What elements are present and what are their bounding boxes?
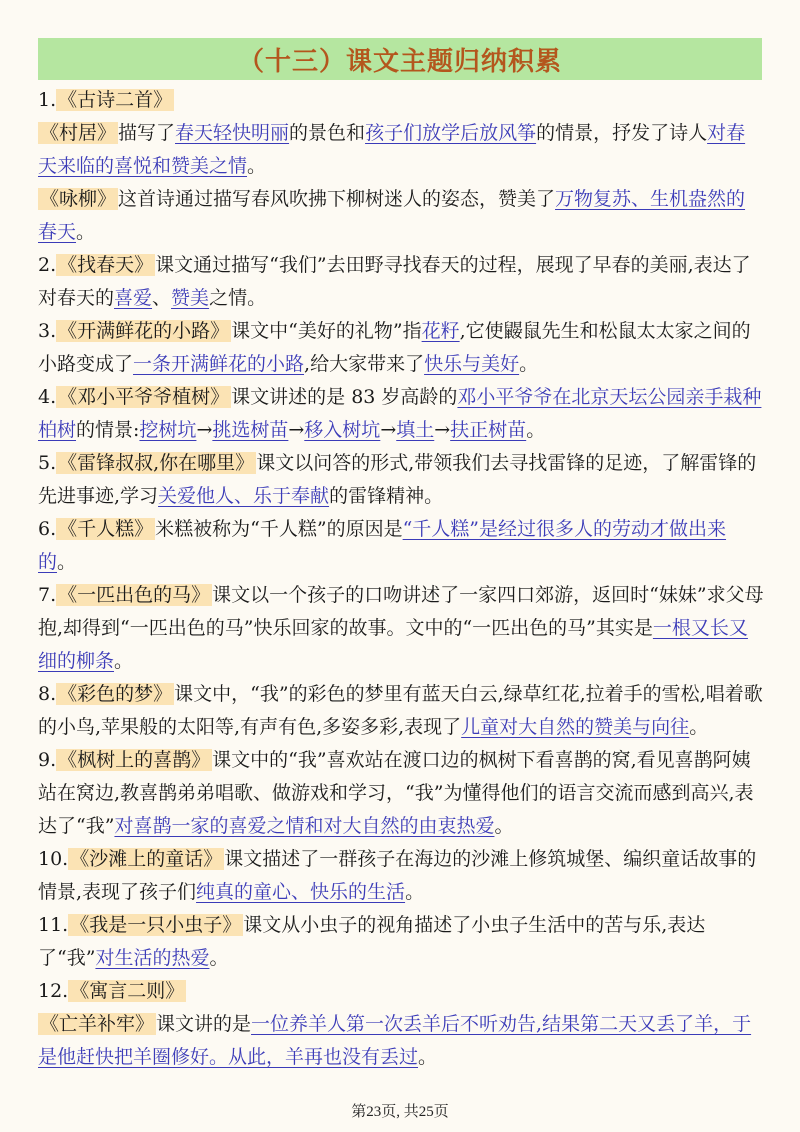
body-text: →: [288, 419, 305, 441]
key-phrase: 挖树坑: [139, 419, 197, 441]
body-text: 1.: [38, 89, 57, 111]
body-text: 课文中“美好的礼物”指: [231, 320, 422, 342]
lesson-title: 《雷锋叔叔,你在哪里》: [58, 452, 255, 474]
body-text: ,给大家带来了: [304, 353, 425, 375]
key-phrase: 快乐与美好: [424, 353, 520, 375]
body-text: 12.: [38, 980, 69, 1002]
body-text: 课文中，“我”的彩色的梦里有蓝天白云,绿草红花,拉着手的雪松,唱着歌的小鸟,苹果般的太阳等,有声有色,多姿多彩,表现了: [38, 683, 763, 738]
section-title: （十三）课文主题归纳积累: [237, 46, 562, 77]
body-text: 的情景，抒发了诗人: [536, 122, 708, 144]
summary-paragraph: [38, 84, 764, 117]
key-phrase: 春天轻快明丽: [175, 122, 290, 144]
key-phrase: 赞美: [171, 287, 210, 309]
body-text: 课文描述了一群孩子在海边的沙滩上修筑城堡、编织童话故事的情景,表现了孩子们: [38, 848, 757, 903]
key-phrase: 花籽: [421, 320, 460, 342]
body-text: 2.: [38, 254, 57, 276]
key-phrase: 对生活的热爱: [95, 947, 210, 969]
lesson-title: 《寓言二则》: [70, 980, 185, 1002]
summary-paragraph: [38, 249, 764, 315]
body-text: 9.: [38, 749, 57, 771]
body-text: 课文以一个孩子的口吻讲述了一家四口郊游，返回时“妹妹”求父母抱,却得到“一匹出色的马”快乐回家的故事。文中的“一匹出色的马”其实是: [38, 584, 764, 639]
summary-content: [38, 84, 764, 1074]
lesson-title: 《开满鲜花的小路》: [58, 320, 230, 342]
section-title-bar: [38, 38, 762, 80]
key-phrase: 挑选树苗: [212, 419, 289, 441]
body-text: 。: [689, 716, 709, 738]
lesson-title: 《咏柳》: [40, 188, 117, 210]
body-text: 。: [405, 881, 425, 903]
summary-paragraph: [38, 579, 764, 678]
page-footer: 第23页, 共25页: [351, 1104, 449, 1120]
body-text: 米糕被称为“千人糕”的原因是: [155, 518, 403, 540]
lesson-title: 《村居》: [40, 122, 117, 144]
body-text: 。: [418, 1046, 438, 1068]
key-phrase: 纯真的童心、快乐的生活: [196, 881, 406, 903]
body-text: 。: [247, 155, 267, 177]
summary-paragraph: [38, 1008, 764, 1074]
body-text: 课文讲述的是 83 岁高龄的: [231, 386, 458, 408]
body-text: 课文通过描写“我们”去田野寻找春天的过程，展现了早春的美丽,表达了对春天的: [38, 254, 751, 309]
summary-paragraph: [38, 315, 764, 381]
key-phrase: 一位养羊人第一次丢羊后不听劝告,结果第二天又丢了羊，于是他赶快把羊圈修好。从此，羊再也没有丢过: [38, 1013, 752, 1068]
lesson-title: 《古诗二首》: [58, 89, 173, 111]
body-text: →: [434, 419, 451, 441]
lesson-title: 《我是一只小虫子》: [70, 914, 242, 936]
body-text: 、: [152, 287, 172, 309]
body-text: 6.: [38, 518, 57, 540]
lesson-title: 《千人糕》: [58, 518, 154, 540]
key-phrase: 喜爱: [114, 287, 153, 309]
body-text: 。: [494, 815, 514, 837]
lesson-title: 《亡羊补牢》: [40, 1013, 155, 1035]
body-text: 的情景:: [76, 419, 140, 441]
body-text: 10.: [38, 848, 69, 870]
lesson-title: 《找春天》: [58, 254, 154, 276]
summary-paragraph: [38, 447, 764, 513]
body-text: 。: [114, 650, 134, 672]
body-text: 的雷锋精神。: [329, 485, 444, 507]
key-phrase: 万物复苏、生机盎然的春天: [38, 188, 746, 243]
key-phrase: 对喜鹊一家的喜爱之情和对大自然的由衷热爱: [114, 815, 495, 837]
body-text: 之情。: [209, 287, 267, 309]
body-text: 。: [519, 353, 539, 375]
key-phrase: 孩子们放学后放风筝: [365, 122, 537, 144]
body-text: 的景色和: [289, 122, 366, 144]
body-text: 课文以问答的形式,带领我们去寻找雷锋的足迹，了解雷锋的先进事迹,学习: [38, 452, 757, 507]
lesson-title: 《一匹出色的马》: [58, 584, 211, 606]
body-text: 这首诗通过描写春风吹拂下柳树迷人的姿态，赞美了: [118, 188, 556, 210]
key-phrase: 邓小平爷爷在北京天坛公园亲手栽种柏树: [38, 386, 762, 441]
body-text: 3.: [38, 320, 57, 342]
summary-paragraph: [38, 744, 764, 843]
body-text: 。: [76, 221, 96, 243]
lesson-title: 《沙滩上的童话》: [70, 848, 223, 870]
body-text: 8.: [38, 683, 57, 705]
body-text: 课文从小虫子的视角描述了小虫子生活中的苦与乐,表达了“我”: [38, 914, 706, 969]
summary-paragraph: [38, 843, 764, 909]
key-phrase: 儿童对大自然的赞美与向往: [461, 716, 690, 738]
summary-paragraph: [38, 183, 764, 249]
body-text: 。: [57, 551, 77, 573]
key-phrase: 填土: [396, 419, 435, 441]
body-text: 课文讲的是: [156, 1013, 252, 1035]
body-text: 4.: [38, 386, 57, 408]
body-text: 。: [209, 947, 229, 969]
lesson-title: 《邓小平爷爷植树》: [58, 386, 230, 408]
summary-paragraph: [38, 381, 764, 447]
body-text: ,它使鼹鼠先生和松鼠太太家之间的小路变成了: [38, 320, 751, 375]
key-phrase: “千人糕”是经过很多人的劳动才做出来的: [38, 518, 727, 573]
summary-paragraph: [38, 117, 764, 183]
key-phrase: 扶正树苗: [450, 419, 527, 441]
summary-paragraph: [38, 975, 764, 1008]
summary-paragraph: [38, 909, 764, 975]
body-text: 课文中的“我”喜欢站在渡口边的枫树下看喜鹊的窝,看见喜鹊阿姨站在窝边,教喜鹊弟弟唱歌、做游戏和学习，“我”为懂得他们的语言交流而感到高兴,表达了“我”: [38, 749, 754, 837]
body-text: 7.: [38, 584, 57, 606]
body-text: 。: [526, 419, 546, 441]
key-phrase: 移入树坑: [304, 419, 381, 441]
body-text: 描写了: [118, 122, 176, 144]
body-text: →: [196, 419, 213, 441]
lesson-title: 《枫树上的喜鹊》: [58, 749, 211, 771]
key-phrase: 一条开满鲜花的小路: [133, 353, 305, 375]
key-phrase: 对春天来临的喜悦和赞美之情: [38, 122, 746, 177]
key-phrase: 关爱他人、乐于奉献: [158, 485, 330, 507]
summary-paragraph: [38, 678, 764, 744]
body-text: →: [380, 419, 397, 441]
body-text: 5.: [38, 452, 57, 474]
lesson-title: 《彩色的梦》: [58, 683, 173, 705]
key-phrase: 一根又长又细的柳条: [38, 617, 748, 672]
body-text: 11.: [38, 914, 69, 936]
summary-paragraph: [38, 513, 764, 579]
